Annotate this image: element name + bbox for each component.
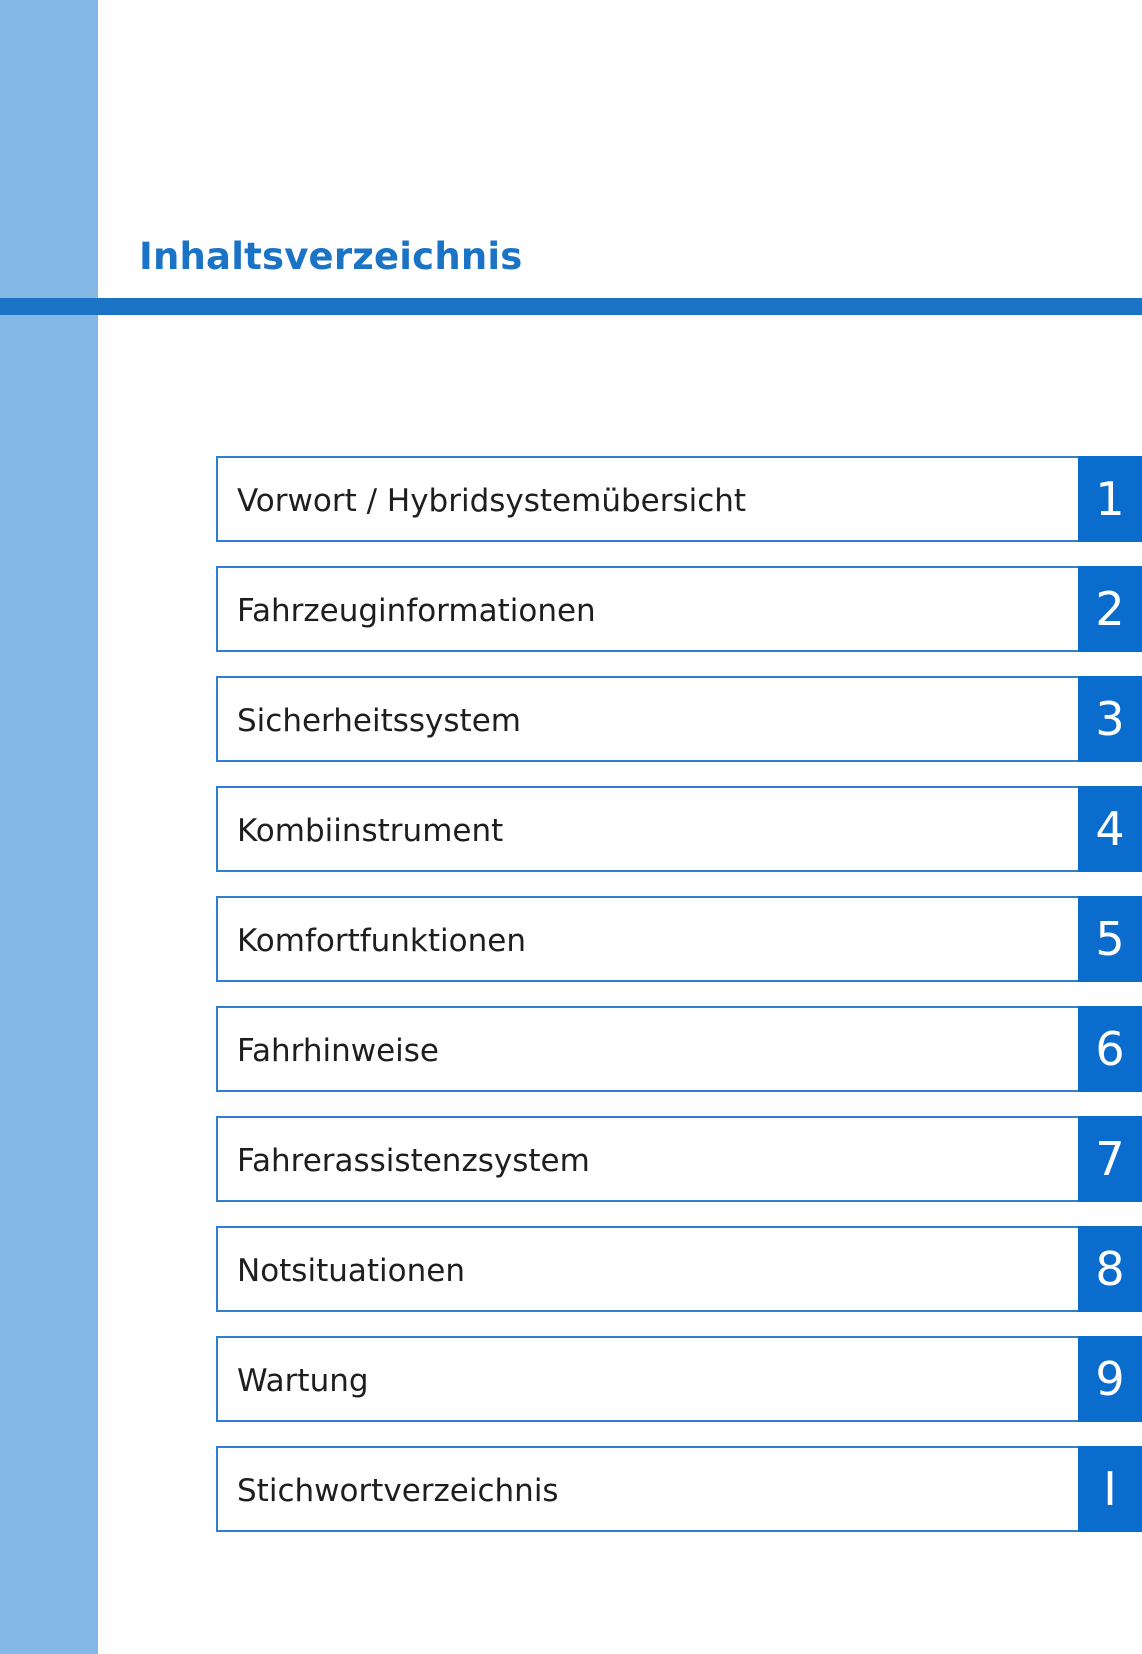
toc-item-notsituationen[interactable] <box>216 1226 1142 1312</box>
chapter-tab[interactable]: I <box>1078 1446 1142 1532</box>
toc-item-box <box>216 1446 1078 1532</box>
toc-item-label: Sicherheitssystem <box>237 703 521 739</box>
chapter-tab[interactable]: 7 <box>1078 1116 1142 1202</box>
toc-item-fahrzeuginformationen[interactable] <box>216 566 1142 652</box>
chapter-tab[interactable]: 1 <box>1078 456 1142 542</box>
toc-item-label: Fahrhinweise <box>237 1033 439 1069</box>
toc-item-box <box>216 1226 1078 1312</box>
chapter-tab[interactable]: 6 <box>1078 1006 1142 1092</box>
toc-item-box <box>216 786 1078 872</box>
toc-item-sicherheitssystem[interactable] <box>216 676 1142 762</box>
toc-item-box <box>216 1006 1078 1092</box>
toc-item-wartung[interactable] <box>216 1336 1142 1422</box>
chapter-tab[interactable]: 5 <box>1078 896 1142 982</box>
toc-item-label: Kombiinstrument <box>237 813 504 849</box>
toc-item-vorwort[interactable] <box>216 456 1142 542</box>
side-band <box>0 0 98 1654</box>
toc-item-label: Wartung <box>237 1363 369 1399</box>
chapter-tab[interactable]: 8 <box>1078 1226 1142 1312</box>
toc-item-kombiinstrument[interactable] <box>216 786 1142 872</box>
toc-item-box <box>216 676 1078 762</box>
toc-item-fahrhinweise[interactable] <box>216 1006 1142 1092</box>
page-title: Inhaltsverzeichnis <box>139 235 523 278</box>
toc-item-label: Notsituationen <box>237 1253 465 1289</box>
toc-item-stichwortverzeichnis[interactable] <box>216 1446 1142 1532</box>
toc-item-komfortfunktionen[interactable] <box>216 896 1142 982</box>
chapter-tab[interactable]: 2 <box>1078 566 1142 652</box>
toc-item-box <box>216 1116 1078 1202</box>
chapter-tab[interactable]: 3 <box>1078 676 1142 762</box>
toc-item-box <box>216 456 1078 542</box>
toc-item-box <box>216 566 1078 652</box>
toc-item-fahrerassistenzsystem[interactable] <box>216 1116 1142 1202</box>
toc-item-label: Fahrzeuginformationen <box>237 593 596 629</box>
toc-item-label: Fahrerassistenzsystem <box>237 1143 590 1179</box>
toc-item-label: Komfortfunktionen <box>237 923 526 959</box>
chapter-tab[interactable]: 4 <box>1078 786 1142 872</box>
table-of-contents <box>216 456 1142 1556</box>
toc-item-box <box>216 1336 1078 1422</box>
chapter-tab[interactable]: 9 <box>1078 1336 1142 1422</box>
title-rule <box>0 298 1142 315</box>
toc-item-box <box>216 896 1078 982</box>
toc-item-label: Stichwortverzeichnis <box>237 1473 559 1509</box>
toc-item-label: Vorwort / Hybridsystemübersicht <box>237 483 747 519</box>
